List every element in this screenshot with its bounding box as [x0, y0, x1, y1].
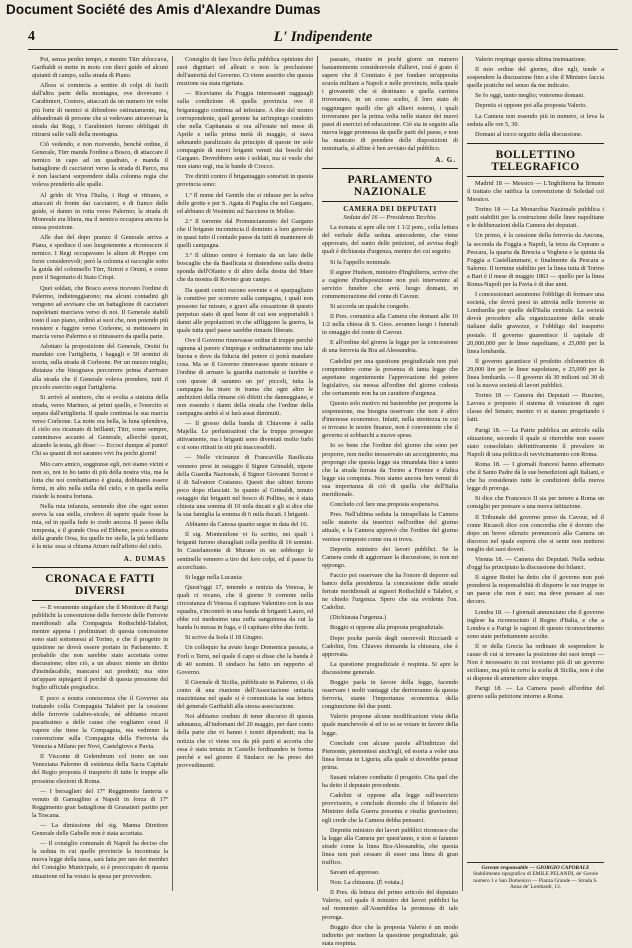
- paragraph: 2.º Il torrente dal Pronunciamento del Gargano che il brigante incomincia il dominio a loro gerevole in quasi tutto il contado paese da tutti di mantenere di quelli campagna.: [177, 217, 313, 250]
- paragraph: Dopo poche parole degli onorevoli Ricciardi e Cadolini, l'on. Chiaves domanda la chiusura, che è approvata.: [322, 634, 458, 658]
- parliament-section: [322, 224, 458, 948]
- paragraph: Depretis ministro dei lavori pubblici riconosce che la legge alla Camera per quest'anno, e non si faranno strade come la linea Bra-Alessandria, che questa linea non può cessare di esser una linea di gran traffico.: [322, 826, 458, 866]
- dumas-signature: A. DUMAS: [123, 554, 166, 563]
- paragraph: Valerio propone alcune modificazioni vista della quale manchevole sì ed io so se votare in favore della legge.: [322, 713, 458, 737]
- paragraph: Un colloquio ha avuto luogo Domenica passata, a Forlì o Terni, nel quale il capo si disse che la banda è di 40 uomini. Il sindaco ha fatto un rapporto al Governo.: [177, 644, 313, 676]
- paragraph: Vienna 18. — Camera dei Deputati. Nella seduta d'oggi ha principiato la discussione dei bilanci.: [467, 555, 604, 572]
- gerente-line: Gerente responsabile — GIORGIO CAPORALE: [481, 864, 590, 871]
- paragraph: Valerio respinge questa ultima insinuazione.: [475, 56, 587, 63]
- paragraph: — Il consiglio comunale di Napoli ha deciso che la seduta in cui quelle provincie la incontrata la nuova legge della tassa, sarà fatta per uno dei membri del Consiglio Municipale, si è preoccupato di questa situazione ed ha votato la spesa per provvedere.: [32, 840, 168, 880]
- paragraph: Cadolini per una questione pregiudiziale non può comprendere come la presenza di tanta legge che aspettano urgentemente l'approvazione del potere legislativo, sia messa all'ordine del giorno codesta che certamente non ha un carattere d'urgenza.: [322, 357, 458, 397]
- paragraph: Il signor Bottei ha detto che il governo non può prendersi la responsabilità di disporre le sue truppe in un paese che non è suo; ma deve pensare al suo decoro.: [467, 574, 604, 606]
- paragraph: Il sig. Montenilone vi fu scritto, nei quali i briganti furono sbaragliati colla perdita di 16 uomini. In Castelamonte di Murano in un sobborgo le sentinelle vennero a tiro dei loro colpi, ed il paese fu accerchiato.: [177, 531, 313, 571]
- column-4: [463, 56, 608, 891]
- cronaca-section: [32, 604, 168, 881]
- paragraph: Da questi centri escono sovente e si sparpagliano le comitive per scorrere sulla campagna, i quali non possono far misure, e gravi alla cessazione di questo perpetuo stato di quel bene di cui son sopportabili i danni alle popolazioni in che affliggono la guerra, la quale tutta quel paese sarebbe rimaste liberate.: [177, 286, 313, 334]
- paragraph: Si accorda un qualche congedo.: [330, 302, 410, 310]
- paragraph: Il Tribunale del governo preso da Cavour, ed il conte Ricasoli dice con concordia che è dovuto che dopo un breve silenzio pronuncerà alla Camera un discorso nel quale esporrà che si sente non mettersi meglio dei suoi doveri.: [467, 513, 604, 553]
- paragraph: — Nelle vicinanze di Francavilla Basilicata vennero presi in ostaggio il Signor Grimaldi, nipote della Guardia Nazionale, il Signor Giovanni Scroni e il di Salvatore Costanzo. Questi due ultimi furono poco dopo rilasciati. In quanto al Grimaldi, tenuto ostaggio dai briganti nel bosco di Pollino, ne è stata chiesta una somma di 10 mila ducati e gli si dice che la sua famiglia la somma di 6 mila ducati. I briganti.: [177, 454, 313, 519]
- paragraph: Parigi 18. — La Patrie pubblica un articolo sulla situazione, secondo il quale si riterrebbe non essere stato consolidato definitivamente il prevalere in Napoli di una politica di ravvicinamento con Roma.: [467, 426, 604, 458]
- telegraph-heading-box: [467, 143, 604, 177]
- masthead: [28, 27, 618, 50]
- paragraph: E all'ordine del giorno la legge per la concessione di una ferrovia da Bra ad Alessandria.: [322, 339, 458, 355]
- paragraph: E poco a nostra conoscenza che il Governo sta trattando colla Compagnia Talabot per la cessione delle ferrovie calabro-sicule, né abbiamo recarsi pacatissimo a delle cause che vogliamo cessi il vapore che tiene la Compagnia, ma vedremo la convenzione sulla Compagnia della Ferrovia da Venezia a Milano per Novi, Castelgiovo e Pavia.: [32, 694, 168, 751]
- paragraph: Ciò vedendo, e non ricevendo, benchè ordine, il Generale, Türr manda l'ordine a Bosco, di attaccare il nemico in capo ad un quadrato, e manda il battaglione di cacciatori verso la strada di Parco, ma è non lasciarsi sorprendere dalla colonna regia che voleva prenderlo alle spalle.: [32, 140, 168, 189]
- paragraph: Si arrivò al sentiero, che si svolta a sinistra della strada, verso Marineo, ai primi quello, e l'esercito si separa dall'artiglieria. Il quale continua la sua marcia verso Corleone. La notte era bella, la luna splendeva, il cielo era ricamato di brillanti; Türr, come sempre, camminava accanto al Generale, allorchè questi, alzando la testa, gli disse: — Eccoci dunque al punto! Chi sa quanti di noi saranno vivi fra pochi giorni!: [32, 393, 168, 458]
- cronaca-heading-box: [32, 567, 168, 601]
- paragraph: Tre diritti contro il brigantaggio sonoristi in questa provincia sono:: [177, 173, 313, 189]
- paragraph: Depretis si oppone poi alla proposta Valerio.: [475, 102, 587, 110]
- paragraph: Depretis ministro dei lavori pubblici. Se la Camera crede di aggiornare la discussione, io non mi oppongo.: [322, 545, 458, 569]
- dumas-story: [32, 56, 168, 552]
- paragraph: Torino 18 — Camera dei Deputati — Ruscino, Lavora e proposto il sistema di votazione di ogni classe del Senato; mentre vi si stanno progettando i fatti.: [467, 392, 604, 424]
- paragraph: Concludo col fare una proposta sospensiva.: [330, 501, 440, 509]
- parliament-heading: PARLAMENTO NAZIONALE: [347, 174, 433, 199]
- paragraph: Consiglio di fare l'eco della pubblica opinione dei suoi dignitari ed alleati e non la preclusione dell'autorità del Governo. Ci viene asserito che questa mozione sia stata rigettata.: [177, 56, 313, 88]
- paragraph: 3.º Il ultimo centro è formato da un lato delle boscaglie che da Basilicata si distendono sulla destra sponda dell'Ofanto e di altro della destra del Mare che da mostra di Rovino gran campo.: [177, 252, 313, 284]
- paragraph: Si scrive da Isola il 18 Giugno.: [185, 634, 264, 642]
- telegraph-section: [467, 180, 604, 702]
- paragraph: — E veramente singolare che il Monitore di Parigi pubblichi la convenzione delle ferrovie delle Ferrovie meridionali alla Compagnia Rothschild-Talabot, mentre appena i preliminari di questa concessione sono stati sottomessi al Torino, e che il progetto in quistione ne dovrà essere portato in Parlamento. E probabile che non sarebbe stato accettata come discussione; oltre ciò, a un abuso: niente un diritto d'insindacabile, mancarsi sui prodotti; ma sino un'appare sipiegarti il perchè di questa pressione del foglio ufficiale pregiudice.: [32, 603, 168, 692]
- paragraph: Si dice che Francesco II sia per tenere a Roma un consiglio per pensare a una nuova istituzione.: [467, 495, 604, 511]
- paragraph: Il Pres. dà lettura del primo articolo del deputato Valerio, col quale il ministro dei lavori pubblici ha sul momento all'Assemblea la promessa di tale proroga.: [322, 889, 458, 921]
- paragraph: Nella mia infanzia, sentendo dire che ogni uomo aveva la sua stella, credevo di sapere quale fosse la mia, ed in quella fede io credo ancora. Il passo della tempesta, e il grande Orsa ed Ebbene, poco a sinistra della grande Orsa, fra quelle tre stelle, la più brillante è la mia: essa si chiama Arturo nell'affetto del cielo.: [32, 502, 168, 551]
- paragraph: Il Giornale di Sicilia, pubblicato in Palermo, ci dà conto di una riunione dell'Associazione unitaria mazziniana nel quale si è comunicata la sua lettera del generale Garibaldi alla stessa associazione.: [177, 678, 313, 711]
- paragraph: passato, riunire in pochi giorni un numero bastantemente considerevole d'allievi, così è grato il sapere che il Comitato è per fondare un'apposita scuola militare a Napoli e nelle provincie, nella quale i giovanetti che si destinano a quella carriera troveranno, in un corso scelto, il loro stato di raggiungere quelli che gli allievi esterni, i quali troveranno per la prima volta nelle stanze dei nuovi passi di esercizi ed educazione. Ciò sia in seguito alla nuova legge promessa da quelle parti del paese, e non ha mancato di prendere delle disposizioni di nominarla, sì alfine è ben avviato dal pubblico.: [322, 56, 458, 153]
- paragraph: Se fo oggi, tanto meglio; voteremo domani.: [475, 92, 585, 100]
- paragraph: Io so bene che l'ordine del giorno che sono per proporre, non molto inosservato un accorgimento, ma propongo che questa legge sia rimandata fino a tanto che la strada ferrata da Torino a Firenze e d'altra legge sia compiuta. Non siamo ancora ben venuti di sua importanza di ciò di quella che dell'Italia meridionale.: [322, 442, 458, 499]
- paragraph: Un primo, è la cessione della ferrovia da Ancona, la seconda da Foggia a Napoli, la terza da Ceprano a Pescara, la quarta da Brescia a Voghera e la quinta da Foggia a Castellammare, e finalmente da Pescara a Salerno. Il termine stabilito per la linea tutta di Torino a Bari è il mese di maggio 1863 — quello per la linea Roma-Napoli per la Pavia è di due anni.: [467, 232, 604, 288]
- paragraph: Roma 18. — I giornali francesi hanno affermato che il Santo Padre dà le sue benedizioni agli Italiani, e che ha considerato tutte le condizioni della nuova legge di proroga.: [467, 460, 604, 493]
- column-2: [173, 56, 318, 891]
- paragraph: Si fa l'appello nominale.: [330, 258, 392, 266]
- paragraph: Noi abbiamo creduto di tener discorso di questa adunanza, all'indomani del 20 maggio, per dare conto della parte che vi hanno i nostri dipendenti; ma la notizia che ci viene ora da più parti si accerta che essa è stata tenuta in Castello ferdinandeo in forma perchè e nel giorno il Sindaco ne ha preso dei provvedimenti.: [177, 713, 313, 769]
- paragraph: Il signor Hudson, ministro d'Inghilterra, scrive che a cagione d'indisposizione non può intervenire al servizio funebre che avrà luogo domani, in commemorazione del conte di Cavour.: [322, 268, 458, 300]
- news-section: [177, 56, 313, 770]
- parliament-heading-box: [322, 168, 458, 202]
- paragraph: Susani relatore combatte il progetto. Cita quel che ha detto il deputato precedente.: [322, 774, 458, 790]
- paragraph: Boggio dice che la proposta Valerio è un modo indiretto per mettere la questione pregiudiziale, già stata respinta.: [322, 923, 458, 947]
- paragraph: Mio caro amico, soggiunse egli, noi siamo vicini e non so, noi io ho tanto di più della nostra vita, ma la lotta che noi combattiamo è giusta, dobbiamo essere fermi, in alto nella stella del cielo, e in quella stella risiede la nostra fortuna.: [32, 460, 168, 500]
- watermark: Document Société des Amis d'Alexandre Dumas: [6, 2, 321, 17]
- column-1: [28, 56, 173, 891]
- paragraph: Al grido di Viva l'Italia, i Regi si ritirano, e attaccati di fronte dai cacciatori, e di fianco dalle guide, si danno in rotta verso Palermo; la strada di Monreale era libera, ma il nemico occupava ancora la stessa posizione.: [32, 191, 168, 231]
- page-number: 4: [28, 29, 35, 44]
- paragraph: Non. La chiusura. (È votata.): [330, 879, 404, 887]
- article-signature: A. G.: [435, 156, 456, 165]
- paper-title: L' Indipendente: [273, 29, 373, 45]
- paragraph: Conclude con alcune parole all'indirizzo del Piemonte, piemontesi anch'egli, ed esorta a voler una linea ferrata in Liguria, alla quale si dovrebbe pensar prima.: [322, 739, 458, 771]
- paragraph: Madrid 18 — Messico — L'Inghilterra ha firmato il trattato che ratifica la convenzione di Soledad col Messico.: [467, 179, 604, 204]
- paragraph: 1.º Il nome del Gentile che si ridusse per la selva delle grotte e per S. Agata di Puglia che nel Gargano, ed abbiano di Vosimini sul Saccione in Molise.: [177, 191, 313, 215]
- paragraph: Domani al tocco seguito della discussione.: [475, 130, 583, 138]
- paragraph: Londra 18. — I giornali annunziano che il governo inglese ha riconosciuto il Regno d'Italia, e che a Londra e a Parigi le ragioni di questo riconoscimento sono state perfettamente accolte.: [467, 608, 604, 640]
- paragraph: I concessionari assumono l'obbligo di formare una società, che dovrà porsi in attività nelle ferrovie in Lombardia per quelle dell'Italia centrale. La società dovrà procedere alla organizzazione delle strade italiane dalle gravezze, e l'obbligo del trasporto postale. Il governo guarentisce il capitale di 20,000,000 per le linee napolitane, e 25,000 per la linea lombarda.: [467, 291, 604, 355]
- paragraph: Faccio poi osservare che ha l'onore di deporre sul banco della presidenza la concessione delle strade ferrate meridionali ai signori Rothschild e Talabot, e ne chiedo l'urgenza. Spero che sia evidente l'on. Cadolini.: [322, 571, 458, 612]
- paragraph: (Dichiarata l'urgenza.): [330, 614, 387, 622]
- paragraph: Parigi 18. — La Camera passò all'ordine del giorno sulla petizione intorno a Roma.: [467, 685, 604, 701]
- paragraph: Il re della Grecia ha ordinato di sospendere le cause di cui si trovano la posizione dei suoi tempi — Non è necessario in cui troviamo più di un governo siciliano, ma più in certo la scelta di Sicilia, non è che si dispone di ammettere altre truppe.: [467, 642, 604, 683]
- telegraph-heading: BOLLETTINO TELEGRAFICO: [491, 148, 580, 173]
- paragraph: Questo solo motivo mi basterebbe per proporne la sospensione, ma bisogna osservare che non è altro d'interesse economico. Infatti, nella strettezza in cui si trovano le nostre finanze, non è conveniente che il governo si sobbarchi a nuove spese.: [322, 400, 458, 440]
- intro-article: [322, 56, 458, 153]
- paragraph: Il mio ordine del giorno, dice egli, tende a sospendere la discussione fino a che il Ministro faccia quelle pratiche nel senso da me indicato.: [467, 66, 604, 90]
- imprint: [467, 862, 604, 891]
- paragraph: Il Visconte di Gelembrum col trono un suo Veneziana Palermo di esistenza della Sacra Capitale del Regio proposta il trasporto di tutte le truppe alle prossime elezioni di Roma.: [32, 753, 168, 785]
- paragraph: Allora si comincia a sentire di colpi di fucili dall'altra parte della montagna, ove dovevano i Carabinieri, Costoro, attaccati da un numero tre volte più forte di nemici si difendono ostinatamente, ma, abbandonati di persone che si vedevano attraversar la strada dai Regi, i Carabinieri furono obbligati di ritirarsi sulle valli della montagna.: [32, 82, 168, 138]
- parliament-continued: [467, 56, 604, 139]
- paragraph: Cadolini si oppone alla legge sull'esercizio provvisorio, e conclude dicendo che il bilancio del Ministro della Guerra presenta e risulta gravissimo; egli crede che la Camera debba pensarci.: [322, 792, 458, 824]
- paragraph: Il Pres. comunica alla Camera che domani alle 10 1/2 nella chiesa di S. Gioo. avranno luogo i funerali in omaggio del conte di Cavour.: [322, 313, 458, 337]
- paragraph: La tornata si apre alle ore 1 1/2 pom., colla lettura del verbale della seduta antecedente, che viene approvato, del sunto delle petizioni, ed avvisa degli quali è dichiarata d'urgenza, mentre dei cui seguito.: [322, 224, 458, 256]
- paragraph: La Camera non essendo più in numero, si leva la seduta alle ore 5, 30.: [467, 112, 604, 128]
- paragraph: Alle due del dopo pranzo il Generale arriva a Piana, e spedisce il suo luogotenente a riconoscere il nemico. I Regi occupavano le alture di Pioppo con forze considerevoli; però la colonna si raccoglie sotto la guida del colonnello Türr, Sirtori e Orsini, e come pure il Segretario di Stato Crispi.: [32, 233, 168, 282]
- paragraph: Il governo garantisce il prodotto chilometrico di 29,000 lire per le linee napoletane, e 25,000 per la linea lombarda. — Il governo dà 30 milioni sul 30 di cui la nuova società di lavori pubblici.: [467, 357, 604, 390]
- column-3: [318, 56, 463, 947]
- paragraph: Boggio si oppone alla proposta pregiudiziale.: [330, 624, 445, 632]
- paragraph: La questione pregiudiziale è respinta. Si apre la discussione generale.: [322, 660, 458, 676]
- paragraph: Pres. Nell'ultima seduta la intrapellata la Camera sulle materie da inserirsi nell'ordine del giorno attuale, e la Camera approvò che l'ordine del giorno venisse composto come ora si trova.: [322, 511, 458, 543]
- paragraph: Poi, senza perder tempo, e mentre Türr sbloccava, Garibaldi si mette in moto con dieci guide ed alcuni ajutanti di campo, sulla strada di Piano.: [32, 56, 168, 80]
- paragraph: Savani ed appresso.: [330, 869, 380, 877]
- paragraph: Boggio parla in favore della legge, facendo osservare i molti vantaggi che deriveranno da questa ferrovia, stante l'importanza economica della congiunzione del due punti.: [322, 679, 458, 711]
- paragraph: Si legge nella Lucania:: [185, 573, 243, 581]
- cronaca-heading: CRONACA E FATTI DIVERSI: [45, 572, 155, 597]
- chamber-heading: CAMERA DEI DEPUTATI: [343, 205, 437, 214]
- paragraph: Torino 18 — La Monarchia Nazionale pubblica i patti stabiliti per la costruzione delle linee napolitane e le deliberazioni della Camera dei deputati.: [467, 206, 604, 230]
- paragraph: Quest'oggi 17, tenendo a notizia da Venosa, le quali ci recano, che il giorno 9 corrente nella circostanza di Venosa il capitano Valentino con la sua squadra, s'incontrò in una banda di briganti Lauro, ed ebbe col medesimo una zuffa sanguinosa da cui la banda fu messa in fuga, e il capitano ebbe due feriti.: [177, 583, 313, 632]
- paragraph: Adottato la proposizione del Generale, Orsini fu mandato con l'artiglieria, i bagagli e 50 uomini di scorta, sulla strada di Corleone. Per un mezzo miglio, distanza che bisognava percorrere prima d'arrivare alla strada che il Generale voleva prendere, tutti il piccolo esercito segui l'artiglieria.: [32, 343, 168, 391]
- paragraph: — I bersaglieri del 17º Reggimento fanteria e venuto di Gamuglino a Napoli in forza di 17º Reggimento gran battaglione di Granatieri partito per la Toscana.: [32, 787, 168, 819]
- paragraph: — Il grosso della banda di Chiavone è sulla Majella. Le perlustrazioni che la truppa prosegue attivamente, ma i briganti sono diventati molto furbi e si sono ritirati in siti più inaccessibili.: [177, 420, 313, 452]
- session-line: Seduta del 16 — Presidenza Tecchio.: [343, 214, 437, 222]
- paragraph: Quei soldati, che Bosco aveva ricevuto l'ordine di Palermo, indietreggiarono; ma alcuni contadini gli vengono ad avvisare che un battaglione di cacciatori napoletani marciava verso di noi. Il Generale stabilì tosto il suo piano, ordinò ai suoi che, non potendo più resistere e fuggire verso Corleone, si mettessero in marcia verso Palermo e si ritirassero da quella parte.: [32, 284, 168, 341]
- paragraph: Ove il Governo rinnovasse ordine di truppe perchè ognuna al parere s'impiega e ordinariamente una tale buona e dove da fiducia del potere ci potrà mandare cosa. Ma se il Governo rinnovasse queste misure e l'ordine di armare la guardia nazionale si farebbe e con queste di saranno un po' piccoli, tutta la campagna ha tirare in trama che ogni altro le ambizioni della rimane ciò difetti che danneggiano, e non essendo i danni della strada che l'ordine della campagna andrà sì si farà assai diminuiti.: [177, 337, 313, 417]
- columns: [28, 56, 618, 947]
- paragraph: Abbiamo da Canosa quanto segue in data del 16.: [185, 521, 308, 529]
- printer-line: Stabilimento tipografico di EMILE PELANDI, de' Gerole numero 1 e San Domenico — Piazza Grande — Strada S. Anna de' Lombardi, 13.: [472, 871, 599, 891]
- paragraph: — Riceviamo da Foggia interessanti ragguagli sulla condizione di quella provincia ove il brigantaggio continua ad infestare. A dire del nostro corrispondente, quel gerente ha un'impiego condotto che nella Capitanata si ora all'estate nel mese di Aprile e nella prima metà di maggio, si stava adunando paralizzato da principio di queste tre sole compagnie di nuovi briganti venuti dai boschi del Gargano. Dovrebbero sette i soldati, ma si vuole che non siano regi, ma le bande di Crocco.: [177, 90, 313, 171]
- paragraph: — La dimissione del sig. Manna Direttore Generale delle Gabelle non è stata accettata.: [32, 821, 168, 838]
